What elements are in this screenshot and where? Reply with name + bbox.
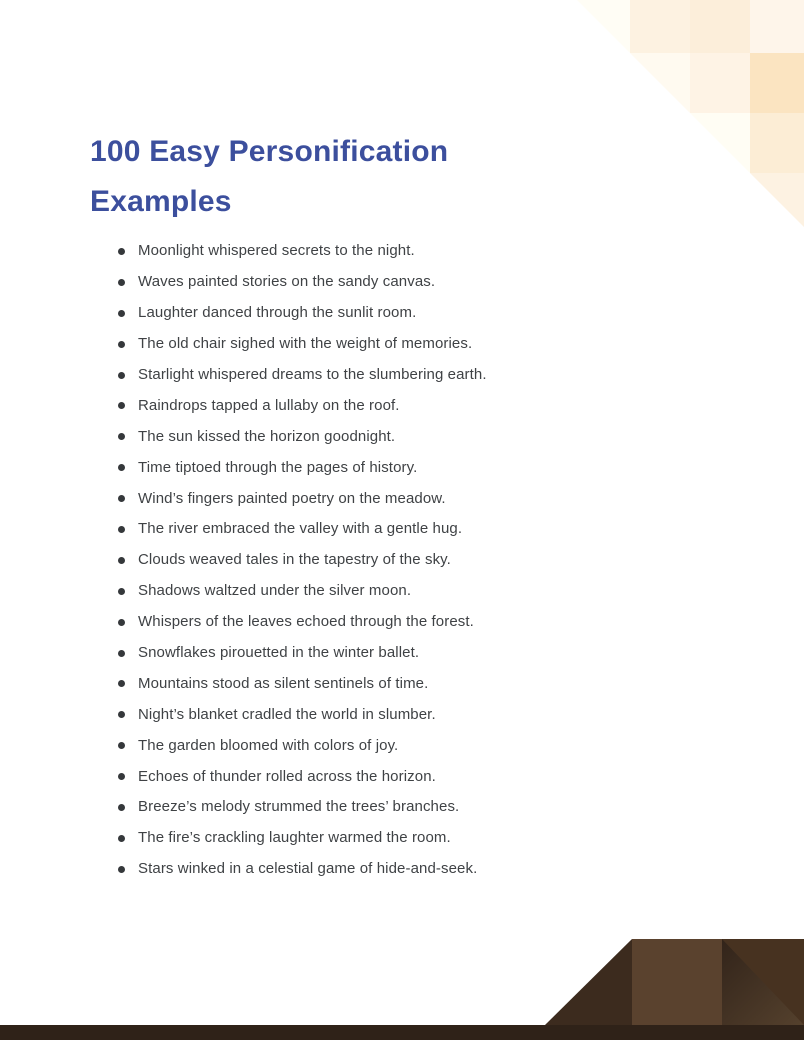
example-text: Laughter danced through the sunlit room.	[138, 304, 417, 322]
list-item	[110, 823, 690, 854]
bullet-icon	[118, 773, 125, 780]
examples-list	[110, 236, 690, 885]
example-text: The river embraced the valley with a gentle hug.	[138, 520, 463, 538]
list-item	[110, 390, 690, 421]
list-item	[110, 329, 690, 360]
list-item	[110, 452, 690, 483]
bullet-icon	[118, 804, 125, 811]
footer-bar-decoration	[0, 1025, 804, 1040]
list-item	[110, 236, 690, 267]
example-text: Breeze’s melody strummed the trees’ branches.	[138, 798, 460, 816]
bullet-icon	[118, 310, 125, 317]
example-text: Whispers of the leaves echoed through the forest.	[138, 613, 474, 631]
example-text: The fire’s crackling laughter warmed the room.	[138, 829, 451, 847]
list-item	[110, 761, 690, 792]
bullet-icon	[118, 526, 125, 533]
decor-square	[750, 0, 804, 53]
list-item	[110, 360, 690, 391]
decor-square	[690, 53, 750, 113]
bullet-icon	[118, 495, 125, 502]
bullet-icon	[118, 248, 125, 255]
list-item	[110, 298, 690, 329]
example-text: The sun kissed the horizon goodnight.	[138, 427, 396, 445]
decor-square	[690, 0, 750, 53]
list-item	[110, 267, 690, 298]
footer-triangle-decoration	[545, 939, 632, 1025]
list-item	[110, 607, 690, 638]
example-text: Raindrops tapped a lullaby on the roof.	[138, 396, 400, 414]
example-text: Clouds weaved tales in the tapestry of the sky.	[138, 551, 451, 569]
decor-square	[750, 173, 804, 233]
bullet-icon	[118, 372, 125, 379]
decor-square	[570, 0, 630, 53]
example-text: Night’s blanket cradled the world in slumber.	[138, 705, 436, 723]
list-item	[110, 730, 690, 761]
list-item	[110, 545, 690, 576]
bullet-icon	[118, 711, 125, 718]
decor-square	[750, 53, 804, 113]
example-text: Waves painted stories on the sandy canvas.	[138, 273, 436, 291]
bullet-icon	[118, 433, 125, 440]
bullet-icon	[118, 402, 125, 409]
example-text: Mountains stood as silent sentinels of time.	[138, 674, 429, 692]
bullet-icon	[118, 279, 125, 286]
bullet-icon	[118, 557, 125, 564]
example-text: Starlight whispered dreams to the slumbering earth.	[138, 366, 487, 383]
list-item	[110, 792, 690, 823]
decor-square	[630, 0, 690, 53]
list-item	[110, 576, 690, 607]
decor-square	[690, 113, 750, 173]
bullet-icon	[118, 341, 125, 348]
bullet-icon	[118, 650, 125, 657]
list-item	[110, 668, 690, 699]
example-text: The old chair sighed with the weight of memories.	[138, 335, 473, 353]
footer-block-right-decoration	[722, 939, 804, 1025]
page-title: 100 Easy Personification Examples	[90, 135, 449, 218]
bullet-icon	[118, 619, 125, 626]
example-text: Stars winked in a celestial game of hide-and-seek.	[138, 860, 478, 878]
corner-pixel-decoration	[570, 0, 804, 240]
bullet-icon	[118, 742, 125, 749]
example-text: The garden bloomed with colors of joy.	[138, 736, 399, 754]
list-item	[110, 421, 690, 452]
example-text: Echoes of thunder rolled across the horizon.	[138, 767, 436, 785]
footer-block-mid-decoration	[632, 939, 722, 1025]
decor-square	[630, 53, 690, 113]
list-item	[110, 483, 690, 514]
bullet-icon	[118, 464, 125, 471]
bullet-icon	[118, 835, 125, 842]
bullet-icon	[118, 680, 125, 687]
example-text: Wind’s fingers painted poetry on the meadow.	[138, 489, 446, 507]
decor-square	[750, 113, 804, 173]
example-text: Moonlight whispered secrets to the night.	[138, 242, 415, 260]
example-text: Shadows waltzed under the silver moon.	[138, 582, 412, 600]
example-text: Snowflakes pirouetted in the winter ballet.	[138, 644, 420, 662]
list-item	[110, 638, 690, 669]
bullet-icon	[118, 866, 125, 873]
list-item	[110, 699, 690, 730]
bullet-icon	[118, 588, 125, 595]
list-item	[110, 514, 690, 545]
list-item	[110, 854, 690, 885]
example-text: Time tiptoed through the pages of history.	[138, 458, 418, 476]
